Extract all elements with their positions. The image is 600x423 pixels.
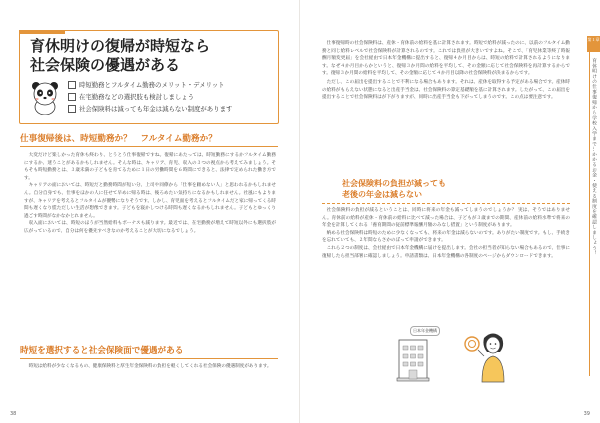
page-number: 39 [583,411,590,417]
checklist [68,79,278,115]
title-box [19,30,279,124]
paragraph: 大変だけど楽しかった育休も終わり、とうとう仕事復帰ですね。復帰にあたっては、時短勤務にするかフルタイム勤務にするか、迷うことがあるかもしれません。そんな時は、キャリア、育児、収入の３つの視点から考えてみましょう。そもそも時短勤務とは、３歳未満の子どもを育てるために１日の労働時間を６時間にできると、法律で定められた働き方です。 [24,153,276,181]
paragraph: 収入面においては、時短のほうが当然給料もボーナスも減ります。最近では、在宅勤務が増えて時短以外にも選択肢が広がっているので、自分は何を優先すべきなのか考えることが大切になるでしょう。 [24,221,276,234]
subheading-line-2: 老後の年金は減らない [342,190,422,199]
paragraph: 仕事復帰時の社会保険料は、産休・育休前の給料を基に計算されます。時短で給料が減ったのに、以前のフルタイム勤務と同じ給料レベルで社会保険料が計算されるのです。これでは負担が大きいですよね。そこで、「育児休業等終了時報酬月額変更届」を会社経由で日本年金機構に提出すると、復帰４か月目からは、時短の給料で計算されるようになります。なぜ４か月目からかというと、復帰３か月間の給料を平均して、その金額に応じて社会保険料を再計算するからです。復帰３か月間の給料を平均して、その金額に応じて４か月目以降の社会保険料が決まるからです。 [322,41,570,77]
section-2-body [24,363,276,371]
checklist-item [68,91,278,103]
checkbox-icon [68,105,76,113]
title-line-2: 社会保険の優遇がある [30,56,181,74]
woman-ok-sign-icon [460,330,510,384]
right-page [300,0,600,423]
checkbox-icon [68,81,76,89]
paragraph: キャリアの面においては、時短だと勤務時間が短い分、上司や同僚から「仕事を頼めない人」と思われるかもしれません。自分自身でも、仕事をほかの人に任せて早めに帰る時は、後ろめたい気持ちになるかもしれません。社風にもよりますが、キャリアを考えるとフルタイムが優勢になりそうです。しかし、育児面を考えるとフルタイムだと家に帰ってくる時間も遅くなり慌ただしい生活が想像できます。子どもを寝かしつける時間も遅くなるかもしれません。子どもとゆっくり過ごす時間がなかなかとれません。 [24,183,276,219]
checklist-item-label: 社会保険料は減っても年金は減らない制度があります [79,105,233,113]
section-heading-1: 仕事復帰後は、時短勤務か？ フルタイム勤務か？ [20,134,217,144]
page-number: 38 [10,411,17,417]
title-box-tab [19,30,65,34]
right-body-2 [322,207,570,260]
pension-office-building-icon [396,330,430,382]
side-running-text: 育休明けの仕事復帰から学校入学まで…かかるお金・使える制度を確認しましょう！ [591,58,596,256]
checklist-item [68,103,278,115]
checkbox-icon [68,93,76,101]
paragraph: 時短は給料が少なくなるもの、健康保険料と厚生年金保険料の負担を軽くしてくれる社会保険の優遇制度があります。 [28,364,272,369]
subheading-line-1: 社会保険料の負担が減っても [342,179,446,188]
building-sign: 日本年金機構 [410,326,440,336]
section-1-body [24,152,276,236]
checklist-item [68,79,278,91]
section-heading-2: 時短を選択すると社会保険面で優遇がある [20,346,184,356]
checklist-item-label: 時短勤務とフルタイム勤務のメリット・デメリット [79,81,225,89]
subheading-divider [322,203,570,204]
title-line-1: 育休明けの復帰が時短なら [30,37,211,55]
right-body-1 [322,40,570,102]
chapter-tab[interactable]: 第１章 [587,36,600,52]
page-title [30,37,270,75]
paragraph: ただし、この届出を提出することで不利になる場合もあります。それは、産休を取得する予定がある場合です。産休時の給料がもらえない状態になると出産手当金は、社会保険料の算定基礎額を基に計算されます。したがって、この届出を提出することで社会保険料はが下がりますが、同時に出産手当金も下がってしまうのです。この点は要注意です。 [322,79,570,101]
paragraph: これら２つの制度は、会社経由で日本年金機構に届けを提出します。会社の担当者が知らない場合もあるので、仕事に復帰したら担当部署に確認しましょう。申請書類は、日本年金機構の各制度のページからダウンロードできます。 [322,245,570,259]
panda-mascot-icon [29,79,61,115]
section-divider [20,358,278,359]
subheading [342,178,542,200]
checklist-item-label: 在宅勤務などの選択肢も検討しましょう [79,93,195,101]
section-divider [20,146,278,147]
paragraph: 社会保険料の負担が減るということは、同時に将来の年金も減ってしまうのでしょうか？ 実は、そうではありません。育休前の給料が産休・育休前の給料に比べて減った場合は、子どもが３歳までの期間、産休前の給料水準で将来の年金を計算してくれる「養育期間の従前標準報酬月額のみなし措置」という制度があります。 [322,208,570,229]
paragraph: 納める社会保険料は時短のために少なくなっても、将来の年金は減らないのです。ありがたい制度です。もし、手続きを忘れていても、２年間ならさかのぼって申請ができます。 [322,230,570,244]
